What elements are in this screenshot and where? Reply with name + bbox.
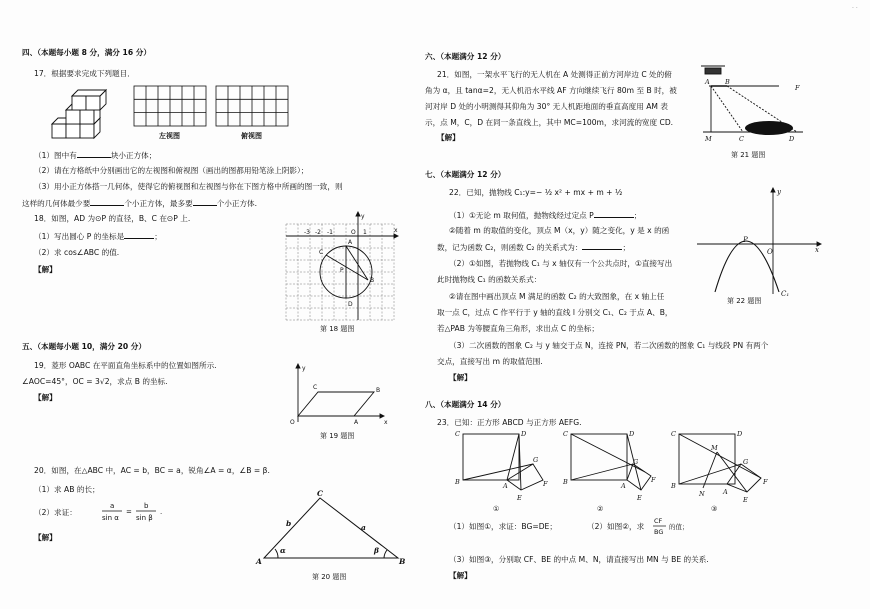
answer-blank-min[interactable]: [90, 198, 124, 206]
top-view-label: 俯视图: [241, 132, 262, 140]
section7-title: 七、（本题满分 12 分）: [425, 170, 506, 179]
svg-text:D: D: [737, 430, 743, 438]
svg-text:A: A: [354, 419, 359, 426]
svg-text:B: B: [563, 478, 568, 486]
q18-part2: （2）求 cos∠ABC 的值.: [34, 248, 120, 257]
q22-line3: ②随着 m 的取值的变化，顶点 M（x，y）随之变化，y 是 x 的函: [449, 226, 670, 235]
svg-text:F: F: [651, 476, 656, 484]
q22-line6: 此时抛物线 C₁ 的函数关系式：: [437, 275, 542, 284]
answer-blank-max[interactable]: [193, 198, 217, 206]
q21-drone-figure: [699, 62, 809, 144]
q20-frac2-num: b: [144, 502, 149, 510]
q23-part3: （3）如图③，分别取 CF、BE 的中点 M、N，请直接写出 MN 与 BE 的关系.: [449, 555, 709, 564]
svg-text:O: O: [767, 248, 773, 256]
svg-text:a: a: [361, 523, 366, 532]
svg-text:A: A: [503, 482, 508, 490]
svg-text:C: C: [455, 430, 460, 438]
q23-frac-num: CF: [654, 517, 663, 525]
q23-solution-label: 【解】: [449, 571, 472, 580]
q21-line2: 角为 α，且 tanα=2，无人机沿水平线 AF 方向继续飞行 80m 至 B 时，被: [425, 86, 677, 95]
right-column: [425, 0, 845, 609]
q19-rhombus-figure: [284, 360, 394, 426]
svg-text:A: A: [705, 78, 710, 86]
q20-fraction-equation: [100, 500, 166, 524]
q20-part2-text: （2）求证：: [34, 508, 77, 517]
svg-text:O: O: [351, 229, 356, 236]
svg-text:A: A: [621, 482, 626, 490]
svg-text:α: α: [280, 546, 286, 555]
q22-line2-text: （1）①无论 m 取何值，抛物线经过定点 P: [449, 211, 594, 220]
q17-part1-a: （1）图中有: [34, 151, 77, 160]
q23-fig1-number: ①: [493, 505, 500, 513]
corner-mark: · ·: [852, 5, 858, 12]
q17-part1-b: 块小正方体；: [110, 151, 157, 160]
svg-text:B: B: [725, 78, 730, 86]
svg-text:1: 1: [363, 229, 367, 236]
svg-text:A: A: [723, 488, 728, 496]
svg-text:B: B: [671, 482, 676, 490]
svg-text:-1: -1: [327, 229, 333, 236]
cube-stack-figure: [52, 88, 112, 144]
q20-triangle-figure: [256, 488, 406, 568]
svg-text:O: O: [290, 419, 295, 426]
q22-solution-label: 【解】: [449, 373, 472, 382]
svg-text:B: B: [370, 277, 375, 284]
svg-text:A: A: [348, 239, 353, 246]
q19-condition: ∠AOC=45°，OC = 3√2，求点 B 的坐标.: [22, 377, 168, 386]
q23-part1: （1）如图①，求证：BG=DE；: [449, 522, 557, 531]
q17-stem: 17．根据要求完成下列题目．: [34, 69, 135, 78]
svg-text:b: b: [286, 519, 292, 528]
q18-part1-text: （1）写出圆心 P 的坐标是: [34, 232, 125, 241]
answer-blank-c2[interactable]: [582, 242, 622, 250]
q22-parabola-figure: [695, 186, 825, 296]
svg-text:x: x: [384, 419, 388, 426]
svg-text:D: D: [629, 430, 635, 438]
svg-text:y: y: [302, 365, 306, 372]
q19-solution-label: 【解】: [34, 393, 57, 402]
q21-caption: 第 21 题图: [731, 151, 766, 159]
svg-text:C: C: [671, 430, 676, 438]
q21-solution-label: 【解】: [437, 133, 460, 142]
q23-frac-den: BG: [654, 528, 664, 536]
q23-part2: （2）如图②，求: [587, 522, 645, 531]
section6-title: 六、（本题满分 12 分）: [425, 52, 506, 61]
section5-title: 五、（本题每小题 10，满分 20 分）: [22, 342, 146, 351]
section8-title: 八、（本题满分 14 分）: [425, 400, 506, 409]
svg-text:.: .: [160, 508, 163, 516]
answer-blank-p[interactable]: [594, 210, 634, 218]
q22-line8: 取一点 C，过点 C 作平行于 y 轴的直线 l 分别交 C₁、C₂ 于点 A、B，: [437, 308, 673, 317]
q22-line2: （1）①无论 m 取何值，抛物线经过定点 P ；: [449, 211, 642, 220]
left-column: [22, 0, 410, 609]
svg-text:D: D: [789, 135, 795, 143]
svg-text:D: D: [348, 301, 353, 308]
q17-part3-b: 这样的几何体最少要: [22, 199, 91, 208]
svg-text:G: G: [633, 458, 639, 466]
q17-part3-c: 个小正方体，最多要: [124, 199, 193, 208]
svg-text:F: F: [763, 478, 768, 486]
svg-text:C₁: C₁: [781, 290, 790, 298]
q23-figure-2: [563, 428, 663, 504]
q17-part3-line1: （3）用小正方体搭一几何体，使得它的俯视图和左视图与你在下图方格中所画的图一致，则: [34, 182, 343, 191]
q19-caption: 第 19 题图: [320, 432, 355, 440]
svg-text:x: x: [394, 227, 398, 234]
svg-text:G: G: [533, 456, 539, 464]
left-view-grid: [134, 86, 206, 126]
svg-text:-2: -2: [315, 229, 321, 236]
svg-text:M: M: [711, 444, 718, 452]
q18-stem: 18．如图，AD 为⊙P 的直径，B、C 在⊙P 上.: [34, 214, 191, 223]
q20-frac2-den: sin β: [136, 514, 153, 522]
svg-text:B: B: [455, 478, 460, 486]
q23-figure-3: [671, 428, 781, 504]
q17-part1: [34, 150, 156, 161]
svg-text:E: E: [637, 494, 642, 502]
q18-part1: （1）写出圆心 P 的坐标是 ；: [34, 232, 162, 241]
answer-blank[interactable]: [77, 150, 111, 158]
answer-blank-p[interactable]: [124, 231, 154, 239]
svg-text:C: C: [319, 249, 324, 256]
svg-text:F: F: [795, 84, 800, 92]
svg-text:y: y: [777, 188, 781, 196]
q23-figure-1: [455, 428, 555, 504]
q22-line10: （3）二次函数的图象 C₂ 与 y 轴交于点 N，连接 PN，若二次函数的图象 C₁ 与线段 PN 有两个: [449, 341, 769, 350]
svg-text:β: β: [374, 546, 379, 555]
svg-text:C: C: [313, 384, 318, 391]
svg-text:N: N: [699, 490, 705, 498]
svg-text:C: C: [563, 430, 568, 438]
svg-text:B: B: [399, 557, 406, 566]
q17-part3-line2: [22, 198, 257, 209]
q20-caption: 第 20 题图: [312, 573, 347, 581]
svg-text:B: B: [376, 387, 381, 394]
top-view-grid: [216, 86, 288, 126]
left-view-label: 左视图: [159, 132, 180, 140]
q19-stem: 19．菱形 OABC 在平面直角坐标系中的位置如图所示.: [34, 361, 217, 370]
q22-line9: 若△PAB 为等腰直角三角形，求出点 C 的坐标；: [437, 324, 599, 333]
q20-solution-label: 【解】: [34, 533, 57, 542]
svg-text:x: x: [815, 246, 819, 254]
q23-stem: 23．已知：正方形 ABCD 与正方形 AEFG.: [437, 418, 582, 427]
svg-text:D: D: [521, 430, 527, 438]
svg-text:E: E: [517, 494, 522, 502]
q21-line1: 21．如图，一架水平飞行的无人机在 A 处测得正前方河岸边 C 处的俯: [437, 70, 672, 79]
q18-circle-grid-figure: [282, 210, 402, 322]
section4-title: 四、（本题每小题 8 分，满分 16 分）: [22, 48, 151, 57]
q23-part2-end: 的值；: [669, 523, 689, 531]
svg-text:C: C: [317, 489, 323, 498]
svg-text:E: E: [743, 496, 748, 504]
q22-caption: 第 22 题图: [727, 297, 762, 305]
svg-text:G: G: [743, 458, 749, 466]
q20-frac1-den: sin α: [102, 514, 119, 522]
q23-fig3-number: ③: [711, 505, 718, 513]
q21-line4: 示，点 M，C，D 在同一条直线上，其中 MC=100m，求河流的宽度 CD.: [425, 118, 674, 127]
svg-text:M: M: [705, 135, 712, 143]
q18-solution-label: 【解】: [34, 265, 57, 274]
q23-fig2-number: ②: [597, 505, 604, 513]
q21-line3: 河对岸 D 处的小明测得其仰角为 30° 无人机距地面的垂直高度用 AM 表: [425, 102, 668, 111]
q20-stem: 20．如图，在△ABC 中，AC = b，BC = a，锐角∠A = α，∠B = β.: [34, 466, 270, 475]
svg-text:P: P: [743, 236, 748, 244]
svg-text:F: F: [543, 480, 548, 488]
q23-fraction-cf-bg: [653, 516, 703, 538]
q20-part2: [34, 508, 77, 518]
svg-text:=: =: [126, 508, 132, 516]
svg-text:y: y: [361, 213, 365, 220]
q22-line4: 数，记为函数 C₂，则函数 C₂ 的关系式为： ；: [437, 243, 631, 252]
q22-line7: ②请在图中画出顶点 M 满足的函数 C₂ 的大致图象，在 x 轴上任: [449, 292, 665, 301]
q22-line4-text: 数，记为函数 C₂，则函数 C₂ 的关系式为：: [437, 243, 583, 252]
q18-caption: 第 18 题图: [320, 325, 355, 333]
q20-part1: （1）求 AB 的长；: [34, 485, 100, 494]
q22-line1: 22．已知，抛物线 C₁:y=− ½ x² + mx + m + ½: [449, 188, 623, 197]
q22-line5: （2）①如图，若抛物线 C₁ 与 x 轴仅有一个公共点时，①直接写出: [449, 259, 673, 268]
svg-text:C: C: [739, 135, 744, 143]
q17-part2: （2）请在方格纸中分别画出它的左视图和俯视图（画出的图都用铅笔涂上阴影）；: [34, 166, 309, 175]
q22-line11: 交点，直接写出 m 的取值范围.: [437, 357, 543, 366]
svg-text:A: A: [256, 557, 262, 566]
svg-text:-3: -3: [304, 229, 310, 236]
q17-part3-d: 个小正方体.: [216, 199, 258, 208]
q20-frac1-num: a: [110, 502, 115, 510]
svg-text:P: P: [340, 267, 344, 274]
